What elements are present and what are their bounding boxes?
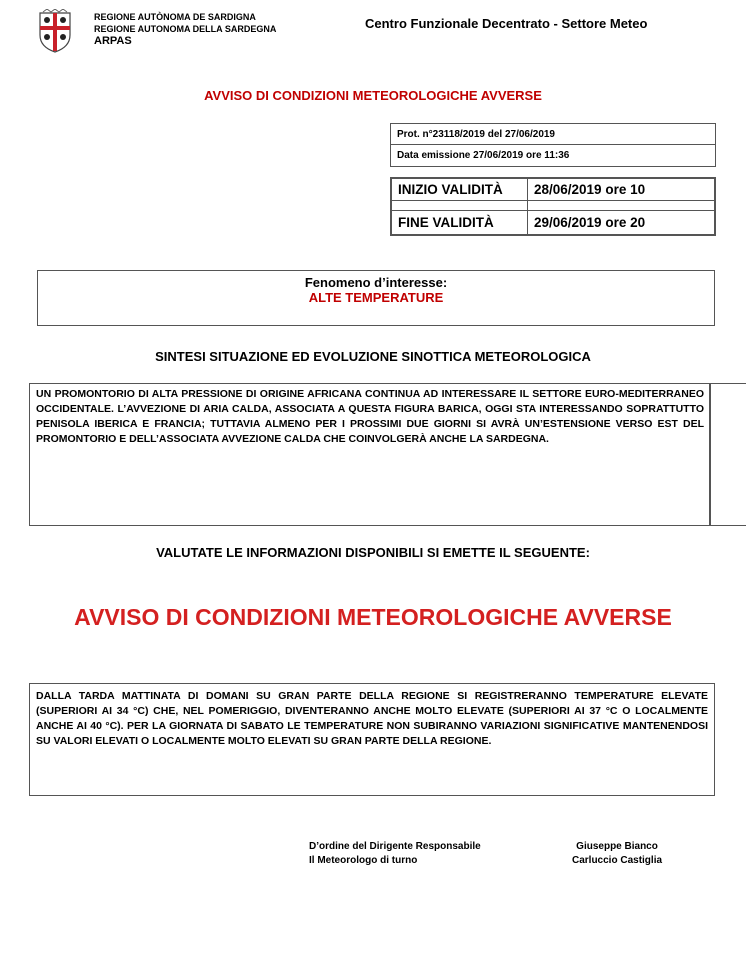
org-line-3: ARPAS xyxy=(94,35,132,47)
synthesis-text: UN PROMONTORIO DI ALTA PRESSIONE DI ORIGINE AFRICANA CONTINUA AD INTERESSARE IL SETTORE EURO-MEDITERRANEO OCCIDENTALE. L’AVVEZIONE DI ARIA CALDA, ASSOCIATA A QUESTA FIGURA BARICA, OGGI STA INTERESSANDO SOPRATTUTTO PENISOLA IBERICA E FRANCIA; TUTTAVIA ALMENO PER I PROSSIMI DUE GIORNI SI AVRÀ UN’ESTENSIONE VERSO EST DEL PROMONTORIO E DELL’ASSOCIATA AVVEZIONE CALDA CHE COINVOLGERÀ ANCHE LA SARDEGNA. xyxy=(36,388,704,445)
signature-right-line-2: Carluccio Castiglia xyxy=(572,855,663,866)
org-line-1: REGIONE AUTÒNOMA DE SARDIGNA xyxy=(94,12,256,22)
synthesis-side-cell xyxy=(709,383,746,526)
phenomenon-box xyxy=(37,270,715,326)
validity-spacer-cell xyxy=(392,200,528,210)
signature-right-line-1: Giuseppe Bianco xyxy=(576,841,658,852)
sardinia-coat-of-arms-icon xyxy=(38,9,72,53)
protocol-number: Prot. n°23118/2019 del 27/06/2019 xyxy=(391,124,715,145)
phenomenon-value: ALTE TEMPERATURE xyxy=(308,290,444,305)
signature-left-line-1: D’ordine del Dirigente Responsabile xyxy=(309,841,481,852)
signature-left-line-2: Il Meteorologo di turno xyxy=(309,855,418,866)
warning-title: AVVISO DI CONDIZIONI METEOROLOGICHE AVVERSE xyxy=(74,604,672,630)
synthesis-heading: SINTESI SITUAZIONE ED EVOLUZIONE SINOTTICA METEOROLOGICA xyxy=(155,349,591,364)
warning-text: DALLA TARDA MATTINATA DI DOMANI SU GRAN PARTE DELLA REGIONE SI REGISTRERANNO TEMPERATURE ELEVATE (SUPERIORI AI 34 °C) CHE, NEL POMERIGGIO, DIVENTERANNO ANCHE MOLTO ELEVATE (SUPERIORI AI 37 °C O LOCALMENTE ANCHE AI 40 °C). PER LA GIORNATA DI SABATO LE TEMPERATURE NON SUBIRANNO VARIAZIONI SIGNIFICATIVE MANTENENDOSI SU VALORI ELEVATI O LOCALMENTE MOLTO ELEVATI SU GRAN PARTE DELLA REGIONE. xyxy=(36,690,708,747)
phenomenon-label: Fenomeno d’interesse: xyxy=(304,275,448,290)
synthesis-box xyxy=(29,383,711,526)
validity-start-value: 28/06/2019 ore 10 xyxy=(528,179,715,201)
org-line-2: REGIONE AUTONOMA DELLA SARDEGNA xyxy=(94,24,277,34)
validity-spacer-cell xyxy=(528,200,715,210)
warning-box xyxy=(29,683,715,796)
validity-table xyxy=(390,177,716,236)
department-name: Centro Funzionale Decentrato - Settore Meteo xyxy=(365,16,648,31)
signature-right xyxy=(572,840,662,868)
organization-name xyxy=(94,11,276,47)
protocol-box xyxy=(390,123,716,167)
evaluation-line: VALUTATE LE INFORMAZIONI DISPONIBILI SI EMETTE IL SEGUENTE: xyxy=(156,545,590,560)
document-title: AVVISO DI CONDIZIONI METEOROLOGICHE AVVERSE xyxy=(204,88,542,103)
validity-end-value: 29/06/2019 ore 20 xyxy=(528,210,715,234)
validity-start-label: INIZIO VALIDITÀ xyxy=(392,179,528,201)
validity-end-label: FINE VALIDITÀ xyxy=(392,210,528,234)
signature-left xyxy=(309,840,481,868)
emission-date: Data emissione 27/06/2019 ore 11:36 xyxy=(397,150,570,161)
